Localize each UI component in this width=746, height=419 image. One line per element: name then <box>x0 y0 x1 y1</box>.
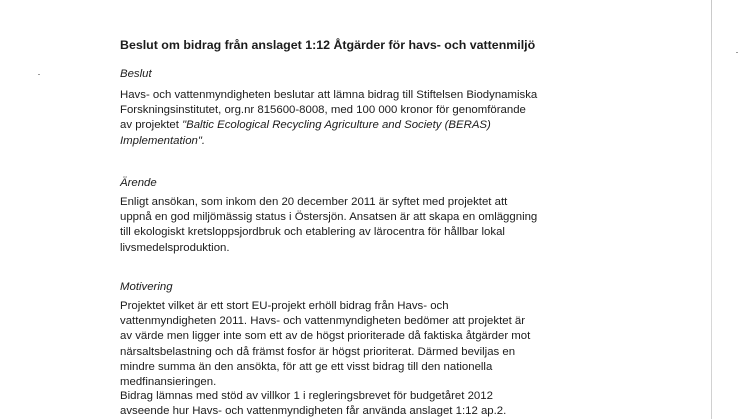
section-body-beslut <box>120 88 537 149</box>
body-line: Enligt ansökan, som inkom den 20 december 2011 är syftet med projektet att <box>120 196 508 208</box>
section-heading-motivering: Motivering <box>120 281 173 293</box>
body-line: närsaltsbelastning och då främst fosfor är högst prioriterat. Därmed beviljas en <box>120 345 516 358</box>
section-body-motivering-extra <box>120 389 506 419</box>
body-line-start: av projektet <box>120 119 183 132</box>
project-name-end: Implementation". <box>120 134 206 147</box>
body-line: vattenmyndigheten 2011. Havs- och vattenmyndigheten bedömer att projektet är <box>120 315 526 328</box>
body-line: livsmedelsproduktion. <box>120 241 230 254</box>
body-line: Havs- och vattenmyndigheten beslutar att lämna bidrag till Stiftelsen Biodynamiska <box>120 89 538 101</box>
body-line <box>120 118 537 133</box>
scan-speck <box>38 74 40 75</box>
body-line: Bidrag lämnas med stöd av villkor 1 i regleringsbrevet för budgetåret 2012 <box>120 390 493 402</box>
section-body-arende <box>120 195 537 256</box>
body-line: Projektet vilket är ett stort EU-projekt erhöll bidrag från Havs- och <box>120 300 449 312</box>
scan-speck <box>736 52 738 53</box>
section-heading-beslut: Beslut <box>120 68 152 80</box>
body-line: mindre summa än den ansökta, för att ge ett visst bidrag till den nationella <box>120 360 493 373</box>
body-line: av värde men ligger inte som ett av de högst prioriterade då faktiska åtgärder mot <box>120 330 531 343</box>
section-heading-arende: Ärende <box>120 177 157 189</box>
body-line: avseende hur Havs- och vattenmyndigheten får använda anslaget 1:12 ap.2. <box>120 405 507 418</box>
section-body-motivering <box>120 299 530 390</box>
body-line: uppnå en god miljömässig status i Östersjön. Ansatsen är att skapa en omläggning <box>120 211 538 224</box>
scan-edge-line <box>711 0 712 419</box>
project-name: "Baltic Ecological Recycling Agriculture and Society (BERAS) <box>182 119 491 132</box>
document-title: Beslut om bidrag från anslaget 1:12 Åtgärder för havs- och vattenmiljö <box>120 38 536 52</box>
body-line: medfinansieringen. <box>120 376 217 389</box>
body-line: till ekologiskt kretsloppsjordbruk och etablering av lärocentra för hållbar lokal <box>120 226 505 239</box>
body-line: Forskningsinstitutet, org.nr 815600-8008, med 100 000 kronor för genomförande <box>120 104 526 117</box>
